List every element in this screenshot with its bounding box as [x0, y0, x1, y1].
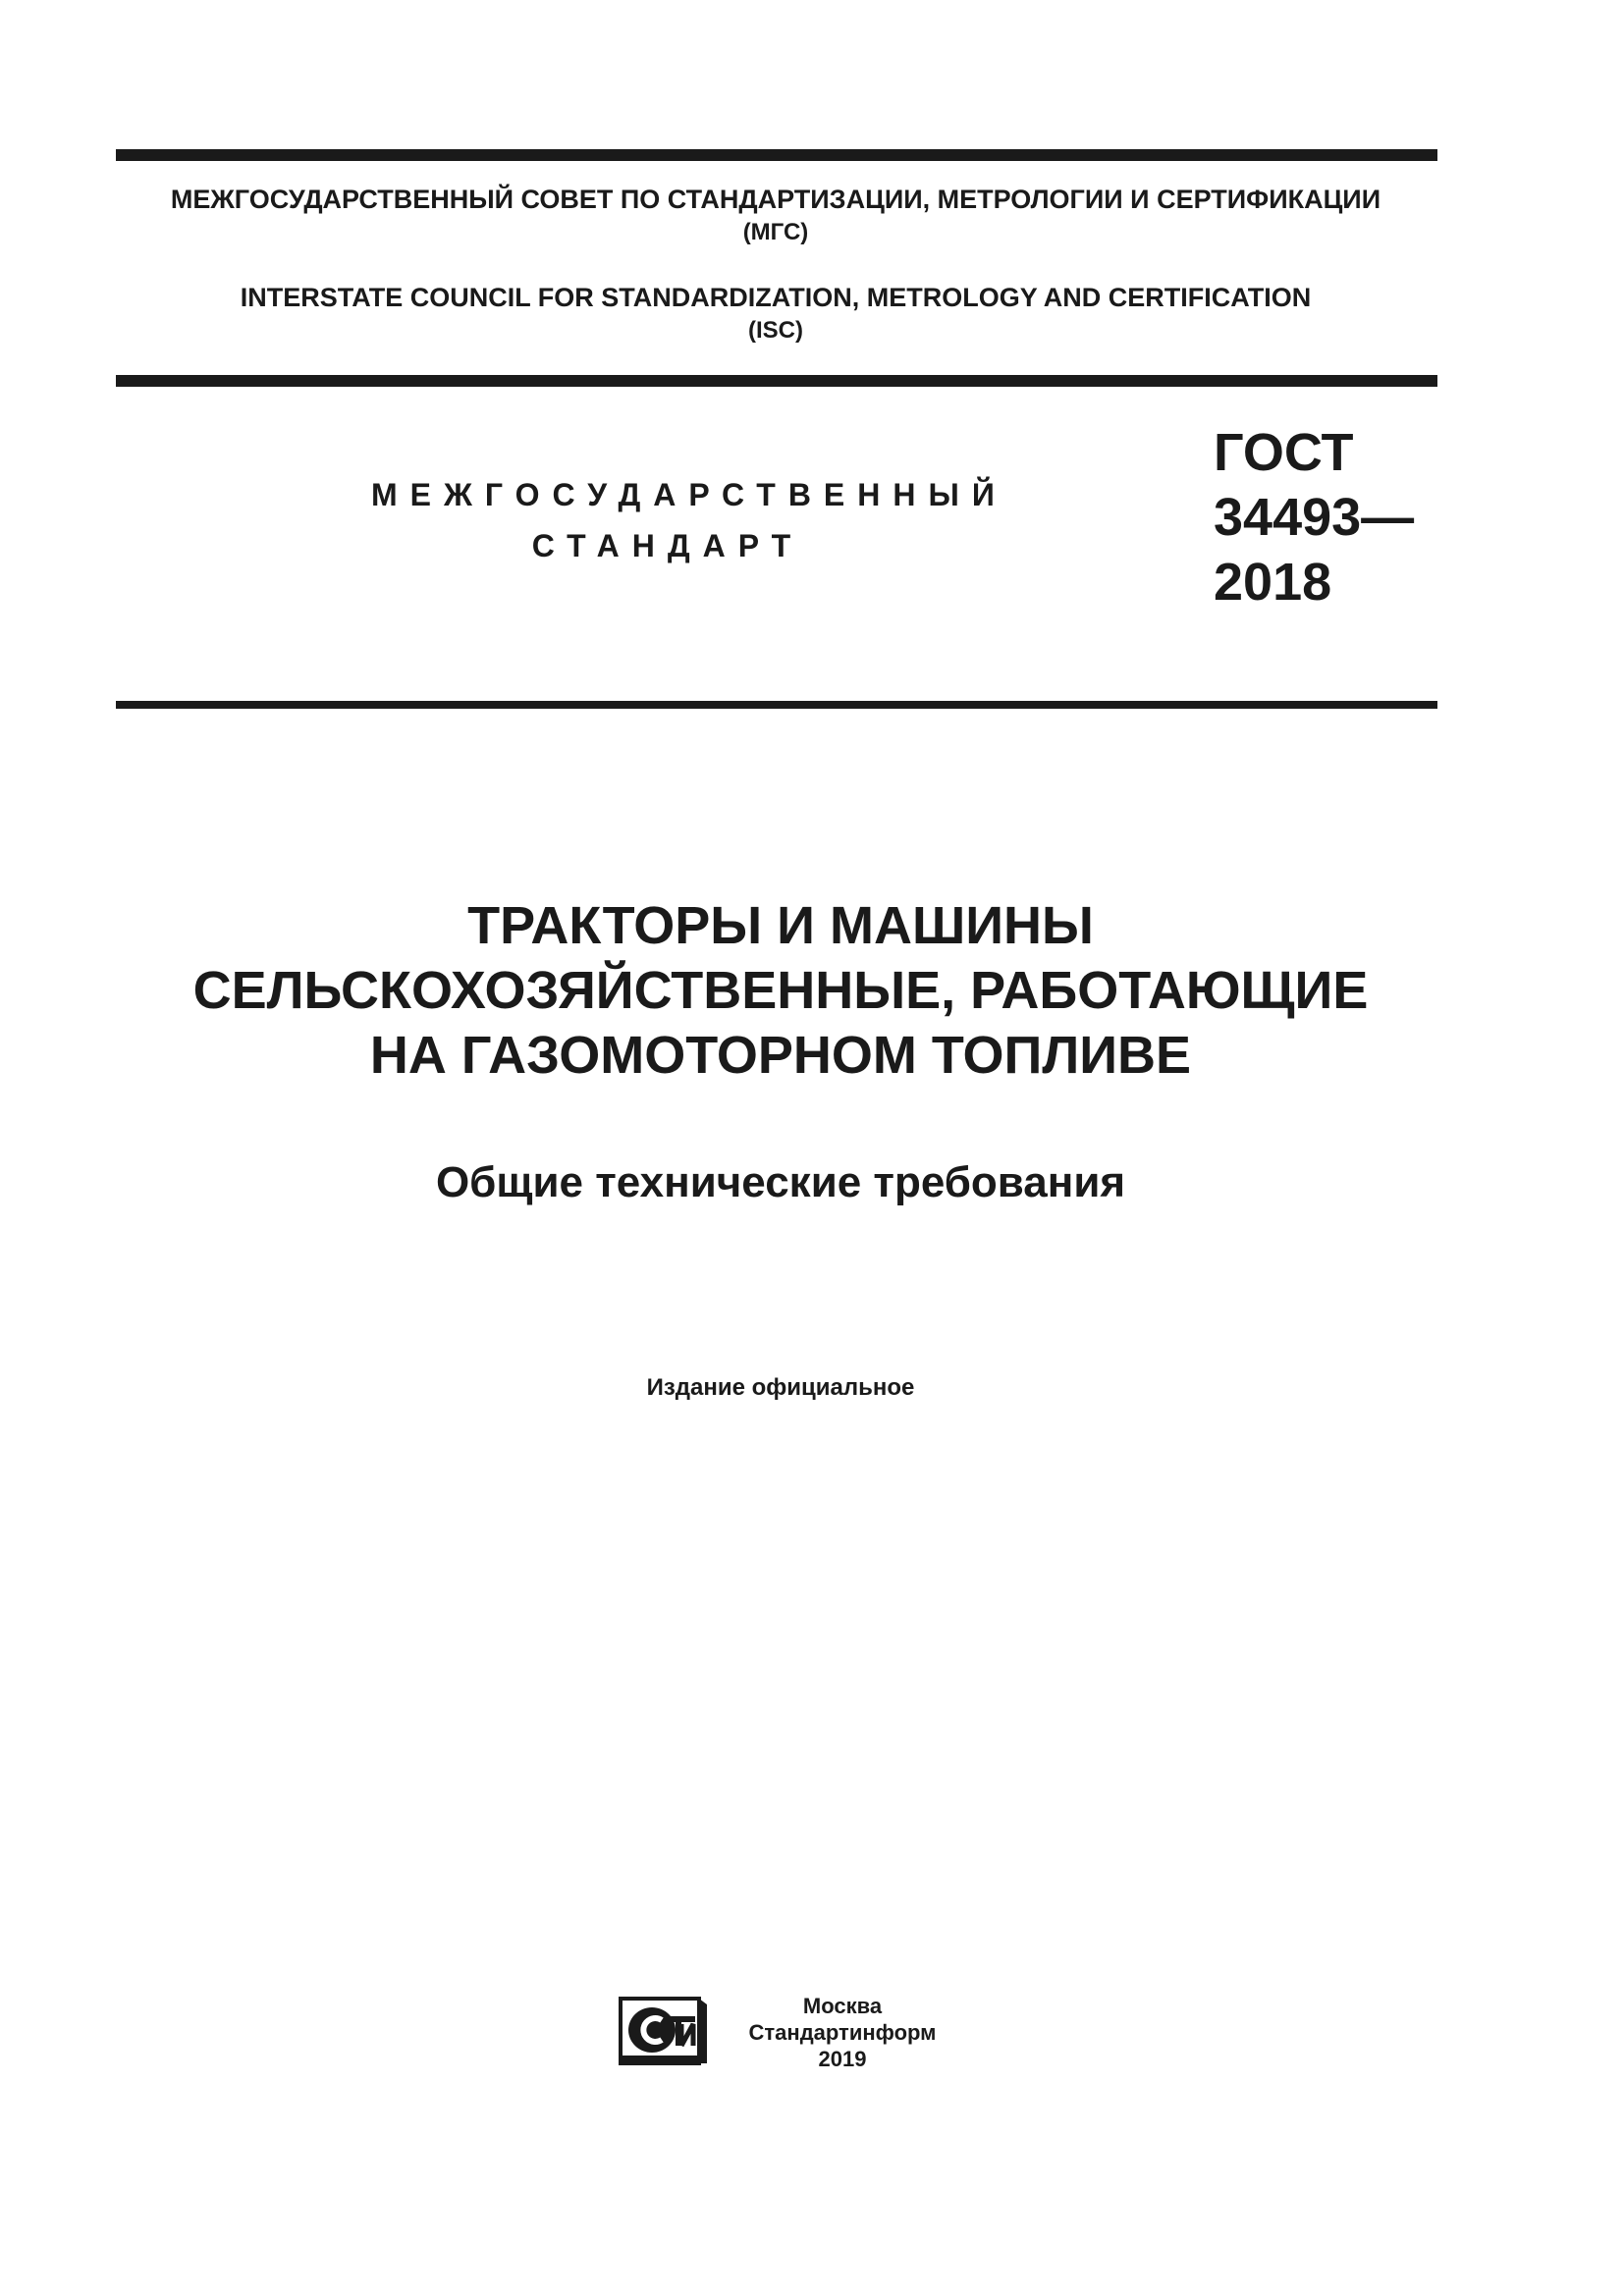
gost-label: ГОСТ: [1214, 423, 1354, 482]
gost-year: 2018: [1214, 553, 1332, 612]
gost-number: 34493—: [1214, 488, 1415, 547]
council-name-en: INTERSTATE COUNCIL FOR STANDARDIZATION, METROLOGY AND CERTIFICATION: [240, 283, 1312, 312]
document-title-line-3: НА ГАЗОМОТОРНОМ ТОПЛИВЕ: [369, 1026, 1192, 1085]
publisher-year: 2019: [818, 2047, 867, 2071]
council-abbr-en: (ISC): [748, 317, 803, 344]
header-bottom-rule: [116, 375, 1437, 387]
publisher-name: Стандартинформ: [748, 2020, 937, 2045]
publisher-block: [727, 1993, 958, 2072]
document-subtitle: Общие технические требования: [435, 1158, 1126, 1206]
document-title-line-2: СЕЛЬСКОХОЗЯЙСТВЕННЫЕ, РАБОТАЮЩИЕ: [192, 961, 1369, 1020]
top-rule: [116, 149, 1437, 161]
document-title-line-1: ТРАКТОРЫ И МАШИНЫ: [467, 896, 1094, 955]
edition-label: Издание официальное: [646, 1374, 915, 1401]
designation-bottom-rule: [116, 701, 1437, 709]
standard-type-line-2: СТАНДАРТ: [531, 528, 804, 563]
standartinform-logo-icon: [617, 1995, 711, 2067]
publisher-city: Москва: [802, 1994, 883, 2018]
council-name-ru: МЕЖГОСУДАРСТВЕННЫЙ СОВЕТ ПО СТАНДАРТИЗАЦИИ, МЕТРОЛОГИИ И СЕРТИФИКАЦИИ: [170, 185, 1381, 214]
standard-type-line-1: МЕЖГОСУДАРСТВЕННЫЙ: [371, 477, 1007, 512]
council-abbr-ru: (МГС): [742, 219, 809, 245]
gost-designation: [1214, 420, 1414, 614]
